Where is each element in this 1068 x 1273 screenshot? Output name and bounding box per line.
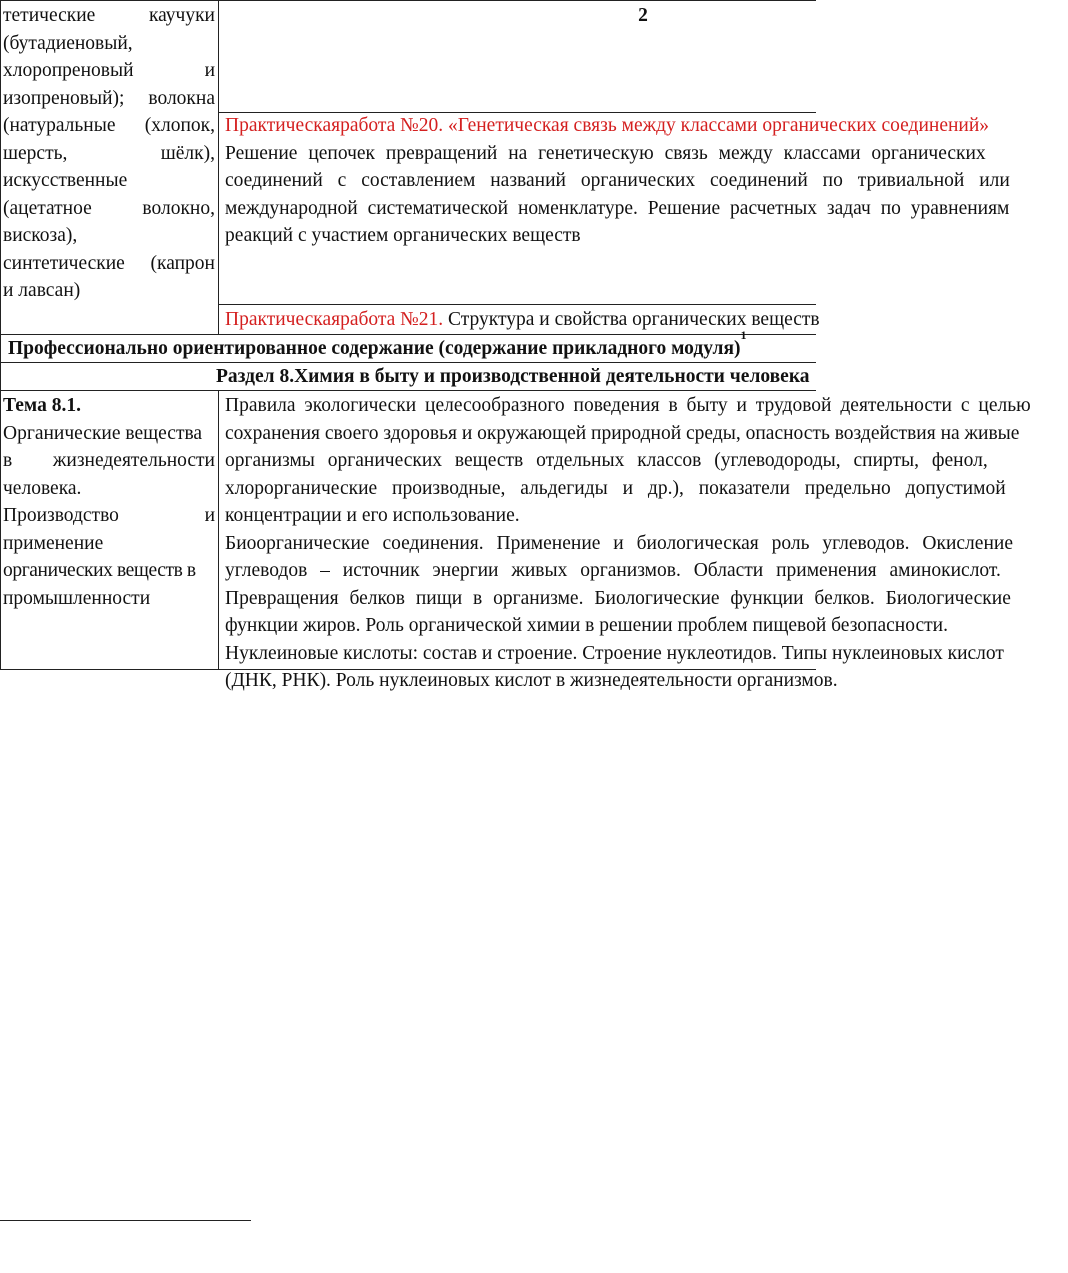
practice-20-title: Практическаяработа №20. «Генетическая связь между классами органических соединений» [225, 115, 990, 136]
content-text: Нуклеиновые кислоты: состав и строение. Строение нуклеотидов. Типы нуклеиновых кислот [225, 642, 1004, 664]
cell-text: волокно, [142, 197, 215, 219]
cell-text: синтетические [3, 252, 125, 274]
content-text: Биоорганические соединения. Применение и биологическая роль углеводов. Окисление [225, 532, 1013, 554]
cell-text: тетические [3, 5, 96, 26]
content-text: концентрации и его использование. [225, 505, 520, 526]
practice-20-text: Решение цепочек превращений на генетическую связь между классами органических [225, 142, 986, 164]
cell-text: (хлопок, [144, 115, 215, 136]
practice-20-text: соединений с составлением названий органических соединений по тривиальной или [225, 170, 1010, 191]
content-text: Правила экологически целесообразного поведения в быту и трудовой деятельности с целью [225, 395, 1031, 416]
column-divider [218, 0, 219, 334]
hours-value: 2 [638, 5, 648, 26]
cell-text: (натуральные [3, 115, 116, 136]
content-text: углеводов – источник энергии живых организмов. Области применения аминокислот. [225, 560, 1001, 581]
table-left-border [0, 0, 1, 670]
content-text: (ДНК, РНК). Роль нуклеиновых кислот в жизнедеятельности организмов. [225, 670, 838, 691]
content-text: сохранения своего здоровья и окружающей природной среды, опасность воздействия на живые [225, 422, 1020, 444]
cell-text: и [204, 60, 215, 81]
footnote-marker: 1 [740, 328, 747, 342]
topic-text: человека. [3, 477, 82, 499]
cell-text: каучуки [148, 5, 215, 26]
content-text: функции жиров. Роль органической химии в решении проблем пищевой безопасности. [225, 615, 948, 636]
column-divider-lower [218, 390, 219, 670]
practice-20-text: международной систематической номенклатуре. Решение расчетных задач по уравнениям [225, 197, 1010, 219]
footnote-separator [0, 1220, 251, 1221]
practice-21-text: Структура и свойства органических веществ [443, 309, 820, 330]
cell-text: и лавсан) [3, 280, 81, 301]
applied-module-title: Профессионально ориентированное содержание (содержание прикладного модуля) [8, 338, 741, 359]
cell-text: (ацетатное [3, 197, 92, 219]
cell-text: (капрон [150, 252, 215, 274]
topic-text: жизнедеятельности [52, 450, 215, 471]
topic-text: органических веществ в [3, 560, 196, 581]
cell-text: вискоза), [3, 225, 78, 246]
content-text: организмы органических веществ отдельных классов (углеводороды, спирты, фенол, [225, 450, 988, 471]
cell-text: волокна [148, 87, 215, 109]
topic-text: в [3, 450, 13, 471]
cell-text: шёлк), [160, 142, 215, 164]
topic-text: применение [3, 532, 104, 554]
topic-text: промышленности [3, 587, 151, 609]
topic-text: Производство [3, 505, 119, 526]
cell-text: изопреновый); [3, 87, 125, 109]
topic-number: Тема 8.1. [3, 395, 81, 416]
cell-text: хлоропреновый [3, 60, 134, 81]
cell-text: шерсть, [3, 142, 68, 164]
row-divider [218, 304, 816, 305]
table-top-border [0, 0, 816, 1]
section-8-title: Раздел 8.Химия в быту и производственной деятельности человека [216, 366, 810, 387]
content-text: хлорорганические производные, альдегиды и др.), показатели предельно допустимой [225, 477, 1006, 499]
content-text: Превращения белков пищи в организме. Биологические функции белков. Биологические [225, 587, 1011, 609]
topic-text: и [204, 505, 215, 526]
topic-text: Органические вещества [3, 422, 203, 444]
practice-21-label: Практическаяработа №21. [225, 309, 444, 330]
practice-20-text: реакций с участием органических веществ [225, 225, 581, 246]
cell-text: (бутадиеновый, [3, 32, 133, 54]
cell-text: искусственные [3, 170, 128, 191]
